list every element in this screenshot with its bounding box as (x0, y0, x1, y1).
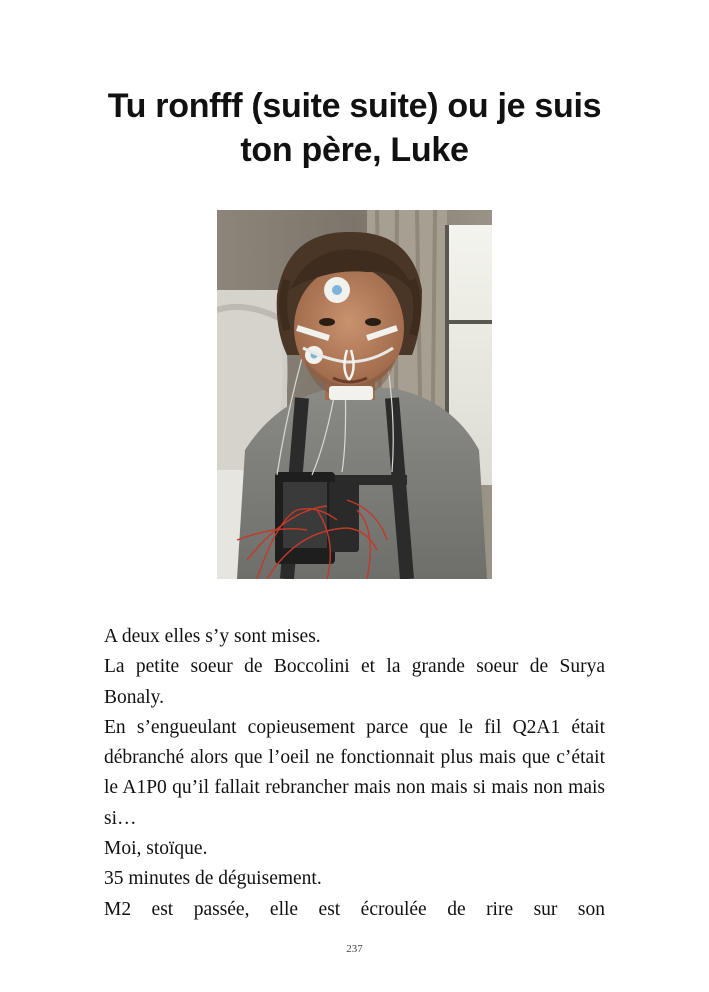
photo-man-with-sleep-study-electrodes (217, 210, 492, 579)
paragraph: En s’engueulant copieusement parce que le fil Q2A1 était débranché alors que l’oeil ne fonctionnait plus mais que c’était le A1P0 qu’il fallait rebrancher mais non mais si mais non mais si… (104, 716, 605, 829)
paragraph: A deux elles s’y sont mises. (104, 626, 321, 647)
body-text (104, 622, 605, 925)
chapter-title (60, 84, 649, 172)
chapter-title-line-1: Tu ronfff (suite suite) ou je suis (107, 87, 602, 125)
paragraph: 35 minutes de déguisement. (104, 868, 322, 890)
paragraph: La petite soeur de Boccolini et la grande soeur de Surya Bonaly. (104, 656, 605, 708)
paragraph: Moi, stoïque. (104, 838, 208, 860)
chapter-title-line-2: ton père, Luke (240, 131, 469, 169)
page-number: 237 (346, 943, 363, 955)
paragraph: M2 est passée, elle est écroulée de rire sur son (104, 898, 605, 920)
